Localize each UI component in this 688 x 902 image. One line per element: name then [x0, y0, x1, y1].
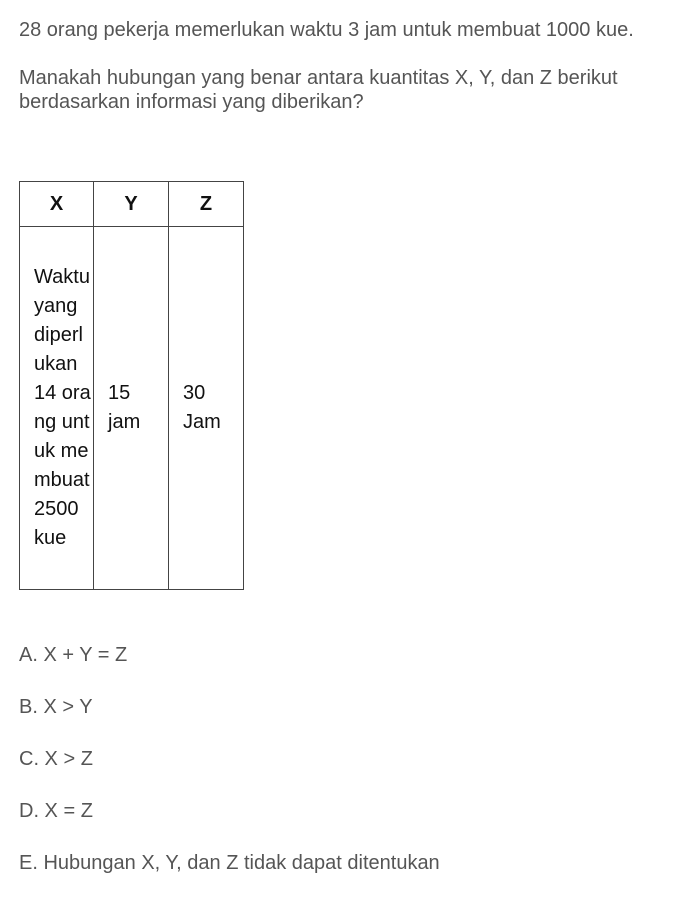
option-a[interactable]: A. X + Y = Z — [19, 644, 128, 666]
question-text — [19, 18, 669, 114]
cell-z-text: 30 Jam — [183, 382, 221, 433]
table-row — [20, 227, 244, 590]
question-prompt: Manakah hubungan yang benar antara kuantitas X, Y, dan Z berikut berdasarkan informasi yang diberikan? — [19, 67, 618, 113]
cell-y-text: 15 jam — [108, 382, 141, 433]
option-e[interactable]: E. Hubungan X, Y, dan Z tidak dapat ditentukan — [19, 852, 440, 874]
table-header-row — [20, 182, 244, 227]
cell-x-text: Waktu yang diperlukan 14 orang untuk membuat 2500 kue — [34, 266, 91, 549]
quantity-table — [19, 181, 244, 590]
cell-x — [20, 227, 94, 590]
answer-options — [19, 642, 440, 902]
header-x: X — [20, 182, 94, 227]
option-d[interactable]: D. X = Z — [19, 800, 93, 822]
option-b[interactable]: B. X > Y — [19, 696, 93, 718]
cell-z — [169, 227, 244, 590]
option-c[interactable]: C. X > Z — [19, 748, 93, 770]
header-z: Z — [169, 182, 244, 227]
header-y: Y — [94, 182, 169, 227]
question-intro: 28 orang pekerja memerlukan waktu 3 jam untuk membuat 1000 kue. — [19, 19, 634, 41]
cell-y — [94, 227, 169, 590]
